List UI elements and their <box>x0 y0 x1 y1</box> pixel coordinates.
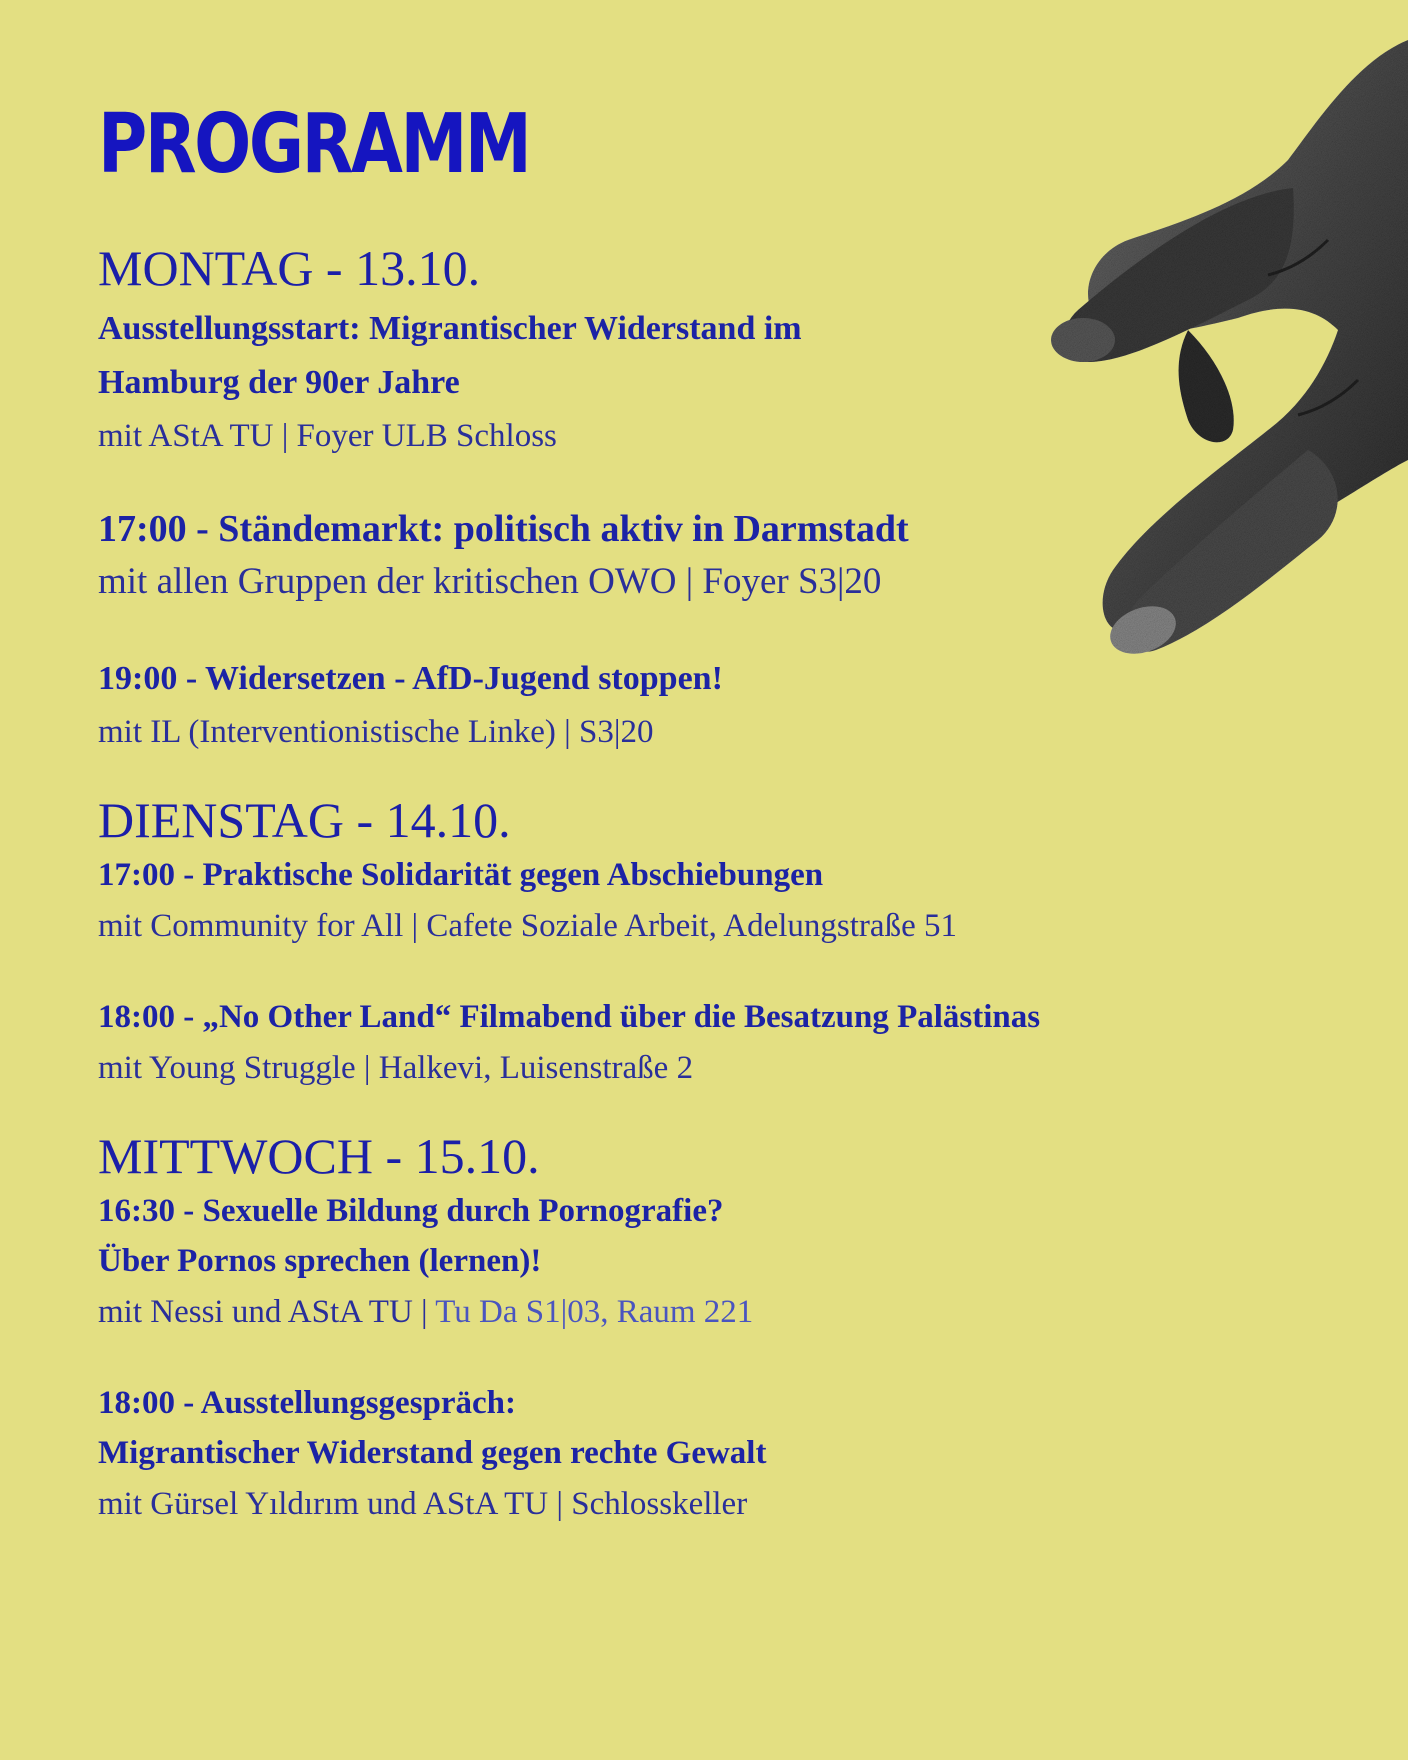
event-title: 18:00 - Ausstellungsgespräch: <box>98 1385 517 1421</box>
event-info: mit AStA TU | Foyer ULB Schloss <box>98 418 557 454</box>
event-title: 19:00 - Widersetzen - AfD-Jugend stoppen! <box>98 660 723 697</box>
event-location: Tu Da S1|03, Raum 221 <box>435 1294 754 1330</box>
event-item <box>98 302 1278 462</box>
event-title: Migrantischer Widerstand gegen rechte Gewalt <box>98 1435 767 1471</box>
event-info: mit IL (Interventionistische Linke) | S3|20 <box>98 714 654 750</box>
day-monday <box>98 238 1278 758</box>
event-item <box>98 1186 1278 1338</box>
event-title: Hamburg der 90er Jahre <box>98 364 460 401</box>
event-item <box>98 850 1278 952</box>
event-item <box>98 992 1278 1094</box>
event-item <box>98 652 1278 758</box>
day-wednesday <box>98 1126 1278 1530</box>
event-item <box>98 1378 1278 1530</box>
page-title: PROGRAMM <box>98 97 530 192</box>
event-info <box>98 1286 1278 1338</box>
day-heading: DIENSTAG - 14.10. <box>98 792 511 848</box>
day-tuesday <box>98 790 1278 1094</box>
event-title: 17:00 - Ständemarkt: politisch aktiv in Darmstadt <box>98 508 909 550</box>
event-info-text: mit Nessi und AStA TU | <box>98 1294 436 1330</box>
event-title: Ausstellungsstart: Migrantischer Widerstand im <box>98 310 802 347</box>
event-title: 17:00 - Praktische Solidarität gegen Abschiebungen <box>98 857 824 893</box>
event-info: mit Young Struggle | Halkevi, Luisenstraße 2 <box>98 1050 694 1086</box>
program-schedule <box>98 238 1278 1530</box>
event-info: mit Gürsel Yıldırım und AStA TU | Schlosskeller <box>98 1486 748 1522</box>
event-title: 18:00 - „No Other Land“ Filmabend über die Besatzung Palästinas <box>98 999 1041 1035</box>
event-item <box>98 504 1278 610</box>
event-title: Über Pornos sprechen (lernen)! <box>98 1243 542 1279</box>
day-heading: MONTAG - 13.10. <box>98 240 481 296</box>
event-info: mit allen Gruppen der kritischen OWO | Foyer S3|20 <box>98 561 882 602</box>
day-heading: MITTWOCH - 15.10. <box>98 1128 540 1184</box>
event-info: mit Community for All | Cafete Soziale Arbeit, Adelungstraße 51 <box>98 908 957 944</box>
event-title: 16:30 - Sexuelle Bildung durch Pornografie? <box>98 1193 724 1229</box>
